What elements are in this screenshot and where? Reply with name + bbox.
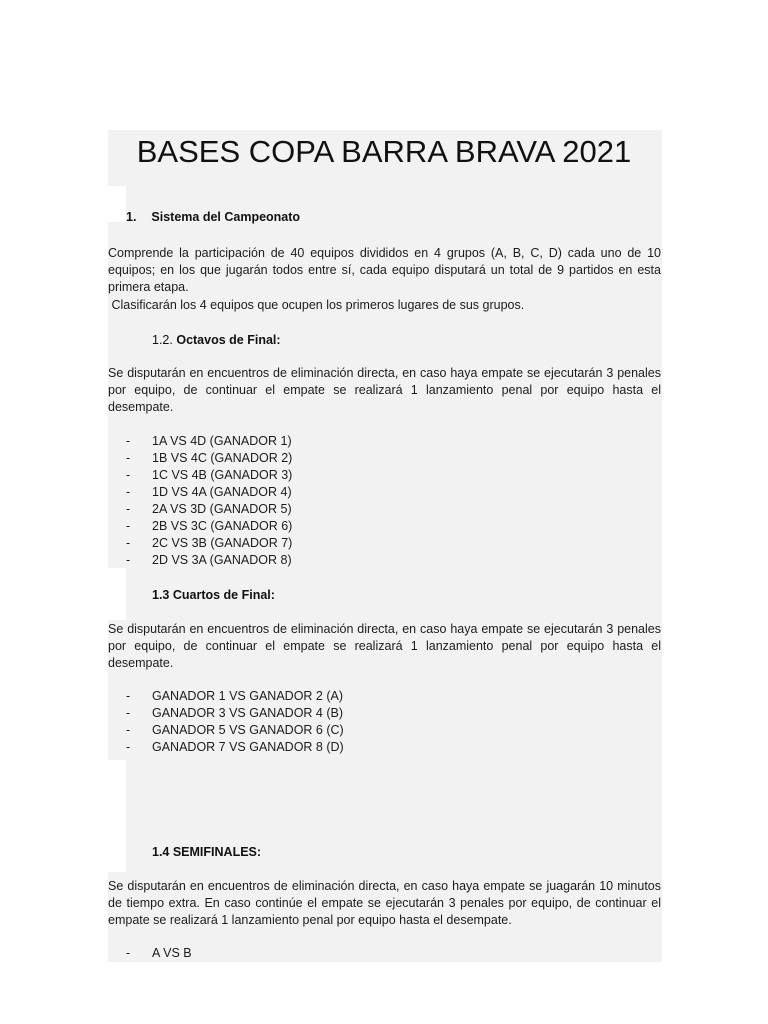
document-title: BASES COPA BARRA BRAVA 2021	[136, 134, 632, 169]
cuartos-match-list	[126, 688, 546, 756]
section-1-paragraph-1: Comprende la participación de 40 equipos divididos en 4 grupos (A, B, C, D) cada uno de 10 equipos; en los que jugarán todos entre sí, cada equipo disputará un total de 9 partidos en esta primera etapa.	[108, 246, 661, 295]
list-dash: -	[126, 451, 131, 465]
octavos-match-list	[126, 433, 546, 569]
section-1-4-heading: 1.4 SEMIFINALES:	[152, 845, 262, 859]
section-1-3-paragraph: Se disputarán en encuentros de eliminación directa, en caso haya empate se ejecutarán 3 penales por equipo, de continuar el empate se realizará 1 lanzamiento penal por equipo hasta el desempate.	[108, 622, 661, 671]
list-dash: -	[126, 689, 131, 703]
list-item: - GANADOR 5 VS GANADOR 6 (C)	[126, 723, 344, 737]
list-item: - 2D VS 3A (GANADOR 8)	[126, 553, 292, 567]
list-dash: -	[126, 553, 131, 567]
list-dash: -	[126, 706, 131, 720]
section-1-title: Sistema del Campeonato	[151, 210, 301, 224]
list-item: - GANADOR 7 VS GANADOR 8 (D)	[126, 740, 344, 754]
section-1-3-heading: 1.3 Cuartos de Final:	[152, 588, 275, 602]
list-dash: -	[126, 519, 131, 533]
list-item: - 1B VS 4C (GANADOR 2)	[126, 451, 293, 465]
list-dash: -	[126, 502, 131, 516]
list-dash: -	[126, 468, 131, 482]
list-item: - 1A VS 4D (GANADOR 1)	[126, 434, 292, 448]
section-1-paragraph-2: Clasificarán los 4 equipos que ocupen los primeros lugares de sus grupos.	[108, 297, 525, 312]
section-1-2-body	[108, 365, 661, 417]
list-item: - 1D VS 4A (GANADOR 4)	[126, 485, 292, 499]
section-1-4-paragraph: Se disputarán en encuentros de eliminación directa, en caso haya empate se juagarán 10 minutos de tiempo extra. En caso continúe el empate se ejecutarán 3 penales por equipo, de continuar el empate se realizará 1 lanzamiento penal por equipo hasta el desempate.	[108, 879, 661, 928]
list-item: - 2C VS 3B (GANADOR 7)	[126, 536, 293, 550]
section-1-2-heading	[152, 331, 281, 349]
list-dash: -	[126, 723, 131, 737]
section-1-4-body	[108, 878, 661, 930]
list-item: - 2B VS 3C (GANADOR 6)	[126, 519, 293, 533]
list-dash: -	[126, 434, 131, 448]
list-dash: -	[126, 740, 131, 754]
section-1-2-paragraph: Se disputarán en encuentros de eliminación directa, en caso haya empate se ejecutarán 3 penales por equipo, de continuar el empate se realizará 1 lanzamiento penal por equipo hasta el desempate.	[108, 366, 661, 415]
section-1-2-title: Octavos de Final:	[176, 333, 281, 347]
section-1-2-number: 1.2.	[152, 333, 173, 347]
list-item: - A VS B	[126, 946, 192, 960]
semifinal-match-list	[126, 945, 546, 962]
list-item: - GANADOR 3 VS GANADOR 4 (B)	[126, 706, 344, 720]
list-dash: -	[126, 946, 131, 960]
list-item: - GANADOR 1 VS GANADOR 2 (A)	[126, 689, 344, 703]
section-1-heading	[126, 208, 300, 226]
list-dash: -	[126, 485, 131, 499]
list-item: - 1C VS 4B (GANADOR 3)	[126, 468, 293, 482]
section-1-3-body	[108, 621, 661, 673]
section-1-number: 1.	[126, 210, 137, 224]
list-dash: -	[126, 536, 131, 550]
section-1-body	[108, 245, 661, 314]
list-item: - 2A VS 3D (GANADOR 5)	[126, 502, 292, 516]
